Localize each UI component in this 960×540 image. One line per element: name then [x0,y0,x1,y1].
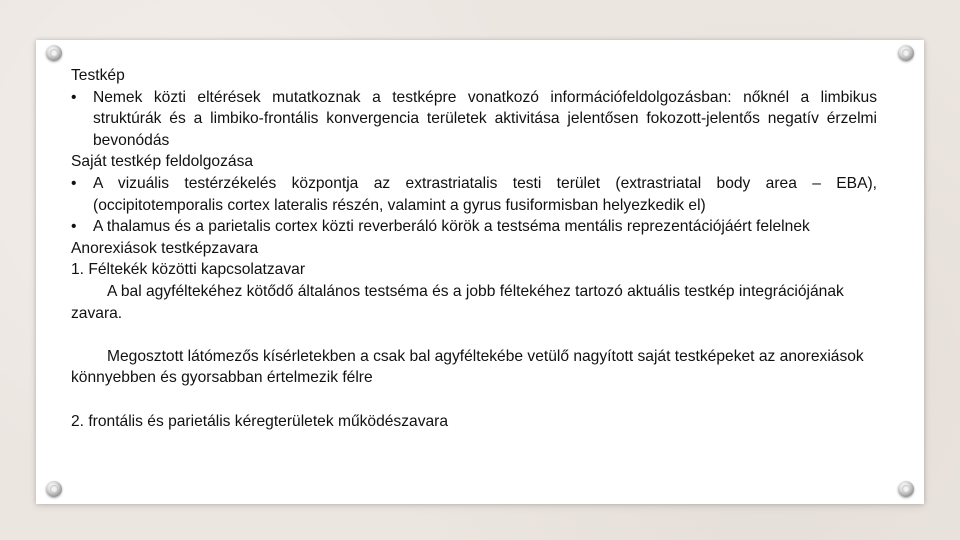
paragraph-experiment: Megosztott látómezős kísérletekben a csak bal agyféltekébe vetülő nagyított saját testképeket az anorexiások könnyebben és gyorsabban értelmezik félre [71,347,864,387]
bullet-item [71,216,877,238]
slide-content [71,65,877,432]
pushpin-icon [46,45,62,61]
pushpin-icon [898,481,914,497]
spacer [71,389,877,411]
heading-anorexia: Anorexiások testképzavara [71,239,259,257]
bullet-icon: • [71,174,77,192]
heading-testkep: Testkép [71,67,125,84]
paragraph-integration: A bal agyféltekéhez kötődő általános testséma és a jobb féltekéhez tartozó aktuális testkép integrációjának zavara. [71,282,844,322]
numbered-item-2: 2. frontális és parietális kéregterületek működészavara [71,412,449,430]
bullet-icon: • [71,218,77,236]
bullet-text: Nemek közti eltérések mutatkoznak a testképre vonatkozó információfeldolgozásban: nőknél a limbikus struktúrák és a limbiko-frontális konvergencia területek aktivitása jelentősen fokozott-jelentős negatív érzelmi bevonódás [93,88,877,149]
bullet-item [71,173,877,216]
bullet-icon: • [71,88,77,106]
pushpin-icon [46,481,62,497]
bullet-item [71,87,877,152]
bullet-text: A thalamus és a parietalis cortex közti reverberáló körök a testséma mentális reprezentációjáért felelnek [93,218,810,236]
pushpin-icon [898,45,914,61]
heading-sajat-testkep: Saját testkép feldolgozása [71,153,254,171]
bullet-text: A vizuális testérzékelés központja az extrastriatalis testi terület (extrastriatal body area – EBA), (occipitotemporalis cortex lateralis részén, valamint a gyrus fusiformisban helyezkedik el) [93,174,877,214]
numbered-item-1: 1. Féltekék közötti kapcsolatzavar [71,261,306,279]
spacer [71,324,877,346]
